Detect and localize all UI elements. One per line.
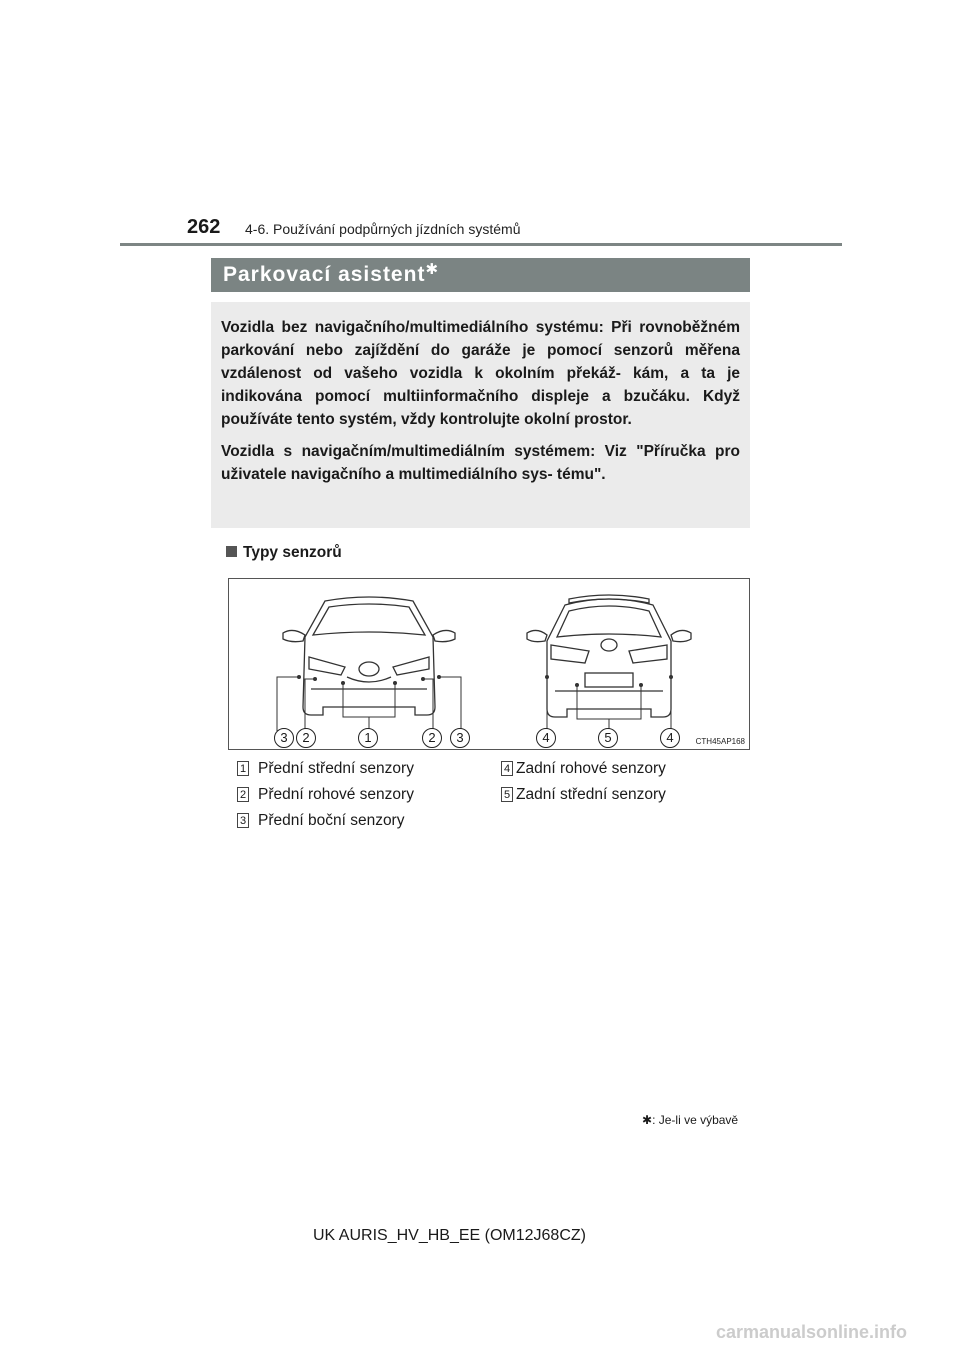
watermark: carmanualsonline.info (716, 1322, 908, 1342)
header-divider (120, 243, 842, 246)
info-box (211, 302, 750, 528)
legend-number-box: 5 (501, 787, 513, 802)
rear-sensor-dots (545, 675, 673, 687)
subheading: Typy senzorů (226, 544, 342, 562)
legend-number-box: 1 (237, 761, 249, 776)
square-bullet-icon (226, 546, 237, 557)
page-number: 262 (187, 216, 221, 238)
section-title: Parkovací asistent ✱ (223, 261, 440, 286)
callout-front-3: 3 (274, 728, 294, 748)
footer-document-code: UK AURIS_HV_HB_EE (OM12J68CZ) (313, 1227, 586, 1244)
chapter-title: 4-6. Používání podpůrných jízdních systémů (245, 221, 521, 237)
legend-item: 4 Zadní rohové senzory (501, 760, 666, 778)
legend-item: 2 Přední rohové senzory (237, 786, 414, 804)
info-paragraph-with-navigation: Vozidla s navigačním/multimediálním systémem: Viz "Příručka pro uživatele navigačního a multimediálního sys- tému". (221, 443, 740, 483)
footnote: ✱: Je-li ve výbavě (642, 1113, 739, 1127)
optional-asterisk-icon: ✱ (425, 261, 440, 278)
callout-front-2: 2 (296, 728, 316, 748)
legend-item: 5 Zadní střední senzory (501, 786, 666, 804)
legend-number-box: 3 (237, 813, 249, 828)
sensor-diagram (228, 578, 750, 750)
section-title-bar (211, 258, 750, 292)
asterisk-icon: ✱ (642, 1113, 653, 1127)
front-leader-lines (277, 677, 461, 731)
callout-rear-5: 5 (598, 728, 618, 748)
info-paragraph-no-navigation: Vozidla bez navigačního/multimediálního systému: Při rovnoběžném parkování nebo zajíždění do garáže je pomocí senzorů měřena vzdálenost od vašeho vozidla k okolním překáž- kám, a ta je indikována pomocí multiinformačního displeje a bzučáku. Když používáte tento systém, vždy kontrolujte okolní prostor. (221, 319, 740, 428)
rear-leader-lines (547, 677, 671, 731)
callout-front-3: 3 (450, 728, 470, 748)
callout-front-1: 1 (358, 728, 378, 748)
callout-rear-4: 4 (660, 728, 680, 748)
legend-number-box: 4 (501, 761, 513, 776)
callout-rear-4: 4 (536, 728, 556, 748)
legend-item: 3 Přední boční senzory (237, 812, 404, 830)
legend-item: 1 Přední střední senzory (237, 760, 414, 778)
rear-car-drawing (527, 595, 691, 717)
callout-front-2: 2 (422, 728, 442, 748)
car-sensor-illustration (229, 579, 749, 749)
front-car-drawing (283, 597, 455, 715)
figure-code: CTH45AP168 (695, 737, 745, 746)
legend-number-box: 2 (237, 787, 249, 802)
